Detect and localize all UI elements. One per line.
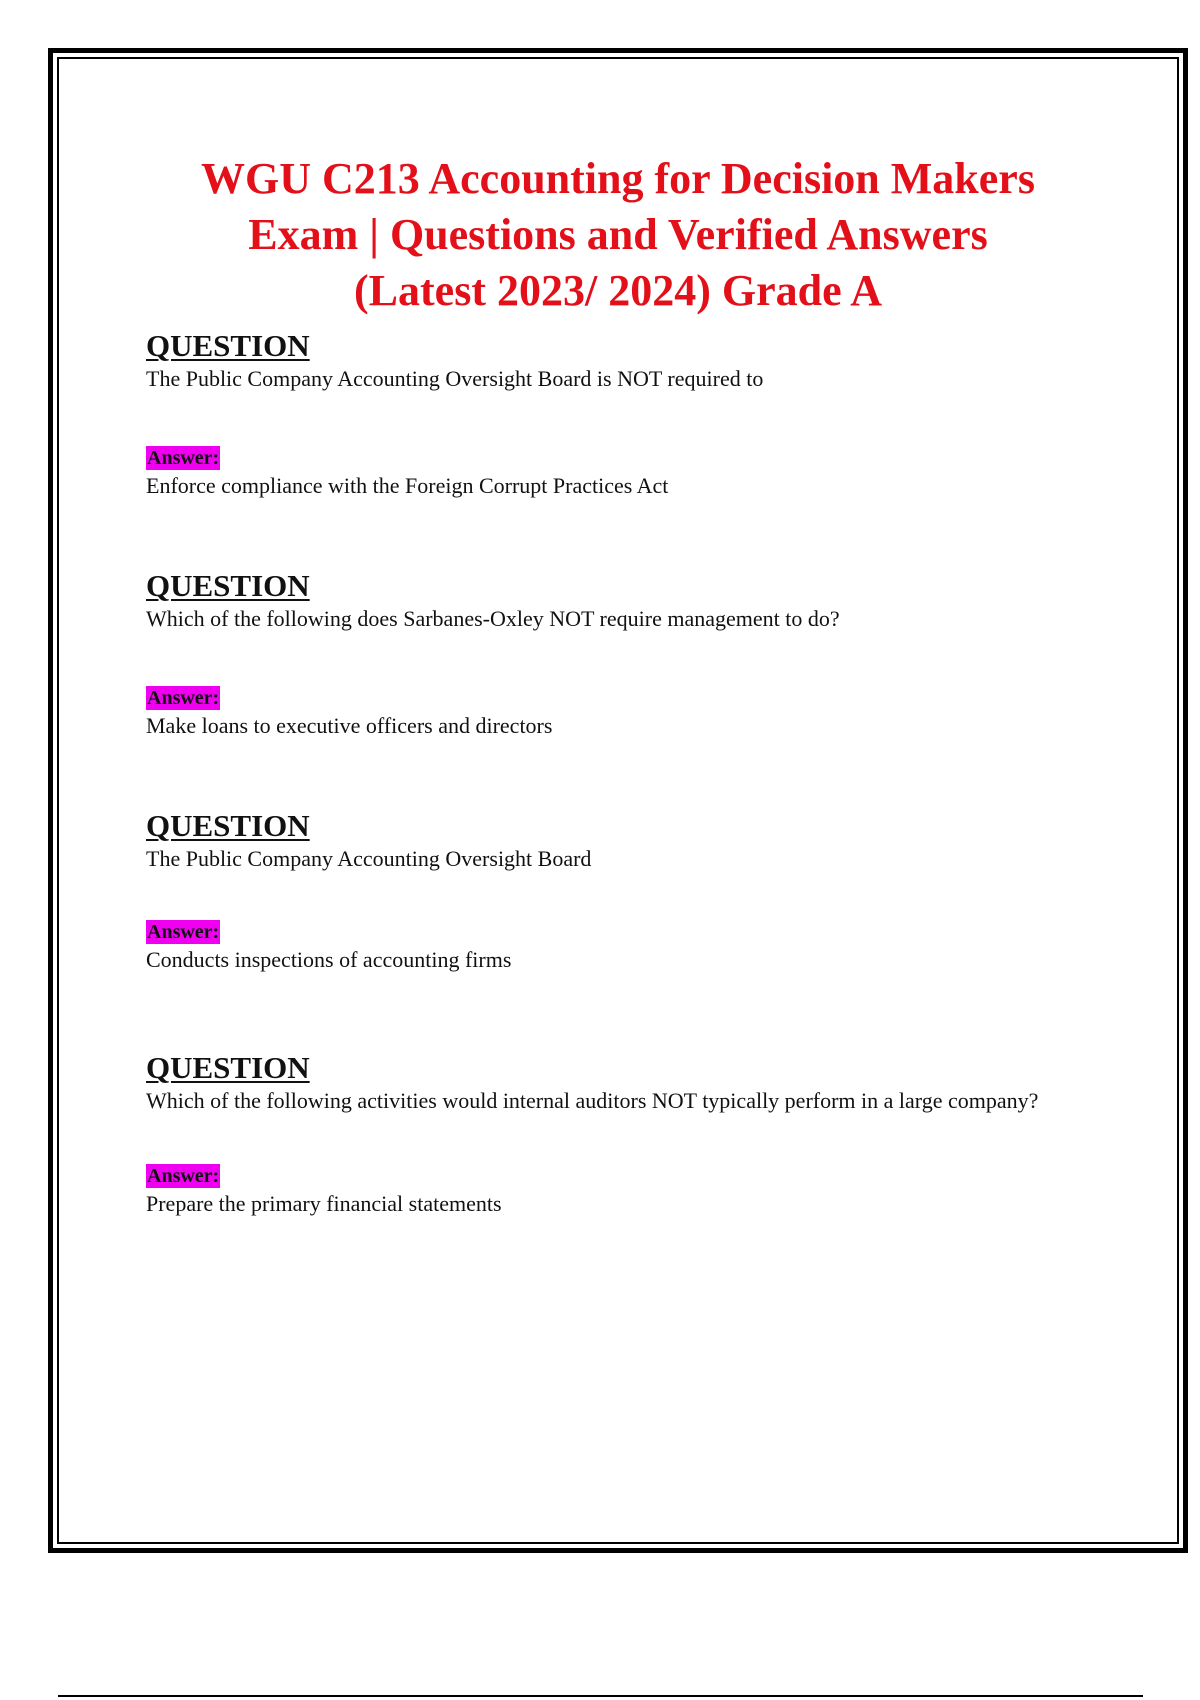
answer-label: Answer:	[147, 1165, 220, 1187]
page-bottom-rule	[58, 1695, 1143, 1697]
document-title	[59, 151, 1177, 319]
answer-label: Answer:	[147, 687, 220, 709]
answer-text: Enforce compliance with the Foreign Corrupt Practices Act	[146, 473, 669, 498]
qa-block-1	[146, 329, 1076, 499]
title-line-1: WGU C213 Accounting for Decision Makers	[201, 154, 1035, 203]
question-heading: QUESTION	[146, 568, 310, 603]
page-border-inner	[57, 57, 1179, 1544]
question-text: The Public Company Accounting Oversight Board	[146, 846, 592, 871]
page-border	[48, 48, 1188, 1553]
answer-label: Answer:	[147, 921, 220, 943]
answer-text: Conducts inspections of accounting firms	[146, 947, 512, 972]
title-line-3: (Latest 2023/ 2024) Grade A	[354, 266, 882, 315]
qa-block-4	[146, 1051, 1076, 1217]
title-line-2: Exam | Questions and Verified Answers	[248, 210, 988, 259]
question-text: Which of the following activities would internal auditors NOT typically perform in a large company?	[146, 1088, 1039, 1113]
question-heading: QUESTION	[146, 808, 310, 843]
answer-label: Answer:	[147, 447, 220, 469]
answer-text: Prepare the primary financial statements	[146, 1191, 502, 1216]
qa-block-2	[146, 569, 1076, 739]
question-heading: QUESTION	[146, 1050, 310, 1085]
question-heading: QUESTION	[146, 328, 310, 363]
qa-block-3	[146, 809, 1076, 973]
question-text: The Public Company Accounting Oversight Board is NOT required to	[146, 366, 764, 391]
answer-text: Make loans to executive officers and directors	[146, 713, 553, 738]
question-text: Which of the following does Sarbanes-Oxley NOT require management to do?	[146, 606, 840, 631]
